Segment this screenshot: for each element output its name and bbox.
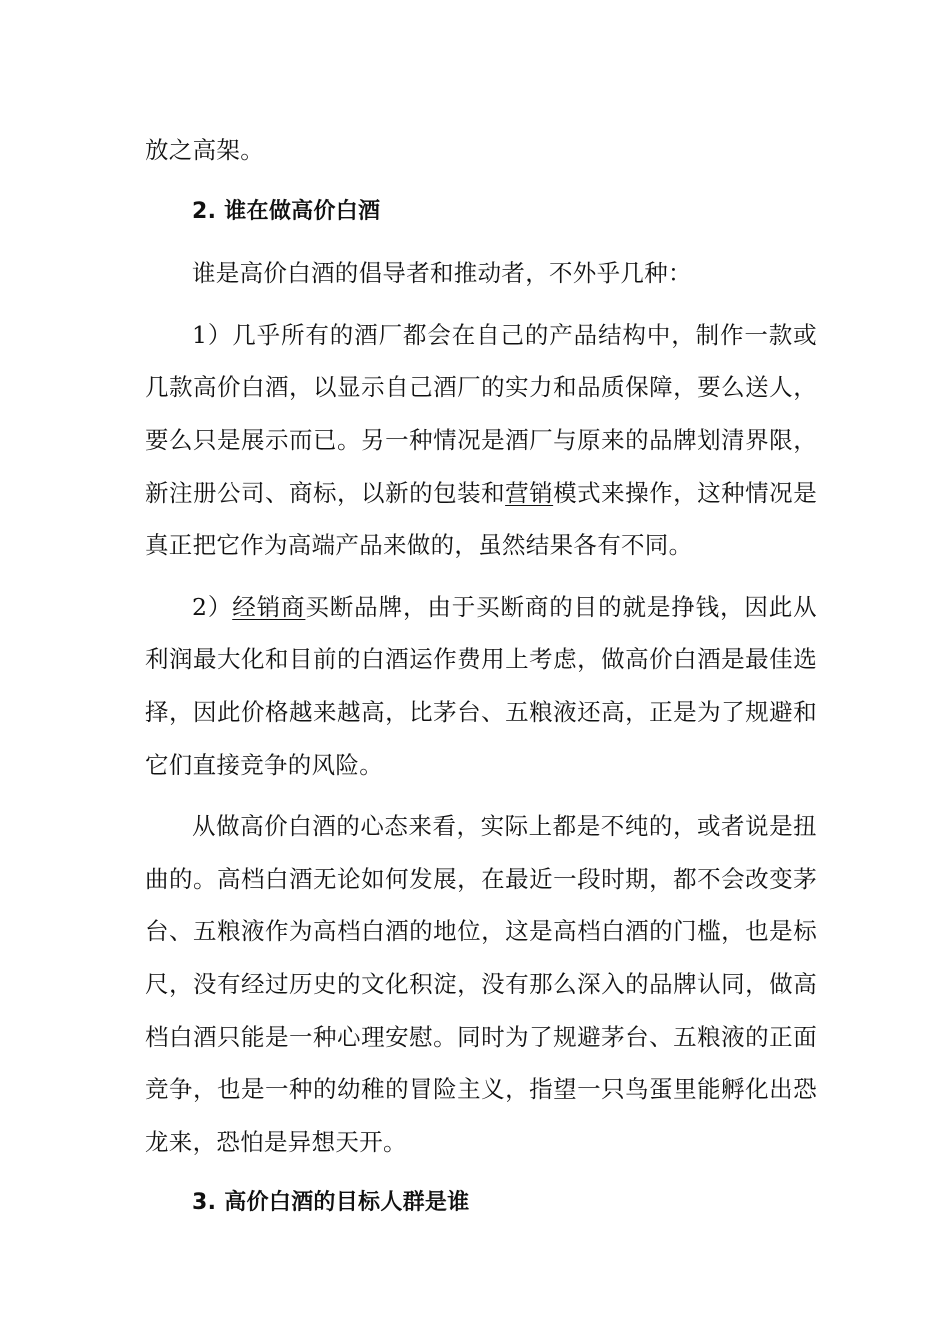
paragraph-1 (145, 309, 817, 572)
paragraph-3: 从做高价白酒的心态来看，实际上都是不纯的，或者说是扭曲的。高档白酒无论如何发展，在最近一段时期，都不会改变茅台、五粮液作为高档白酒的地位，这是高档白酒的门槛，也是标尺，没有经过历史的文化积淀，没有那么深入的品牌认同，做高档白酒只能是一种心理安慰。同时为了规避茅台、五粮液的正面竞争，也是一种的幼稚的冒险主义，指望一只鸟蛋里能孵化出恐龙来，恐怕是异想天开。 (145, 812, 817, 1156)
paragraph-1-text-b: 模式来操作，这种情况是真正把它作为高端产品来做的，虽然结果各有不同。 (145, 478, 817, 560)
paragraph-1-text-a: 1）几乎所有的酒厂都会在自己的产品结构中，制作一款或几款高价白酒，以显示自己酒厂的实力和品质保障，要么送人，要么只是展示而已。另一种情况是酒厂与原来的品牌划清界限，新注册公司、商标，以新的包装和 (145, 320, 817, 507)
section-heading-2: 2. 谁在做高价白酒 (192, 198, 381, 224)
distributor-link[interactable]: 经销商 (232, 592, 306, 621)
paragraph-intro: 谁是高价白酒的倡导者和推动者，不外乎几种： (192, 259, 692, 288)
intro-fragment: 放之高架。 (145, 136, 264, 164)
paragraph-2-prefix: 2） (192, 592, 233, 621)
section-heading-3: 3. 高价白酒的目标人群是谁 (192, 1190, 470, 1216)
marketing-link[interactable]: 营销 (505, 478, 554, 507)
document-body (145, 124, 817, 1230)
paragraph-2-text: 买断品牌，由于买断商的目的就是挣钱，因此从利润最大化和目前的白酒运作费用上考虑，做高价白酒是最佳选择，因此价格越来越高，比茅台、五粮液还高，正是为了规避和它们直接竞争的风险。 (145, 592, 817, 779)
paragraph-2 (145, 581, 817, 791)
